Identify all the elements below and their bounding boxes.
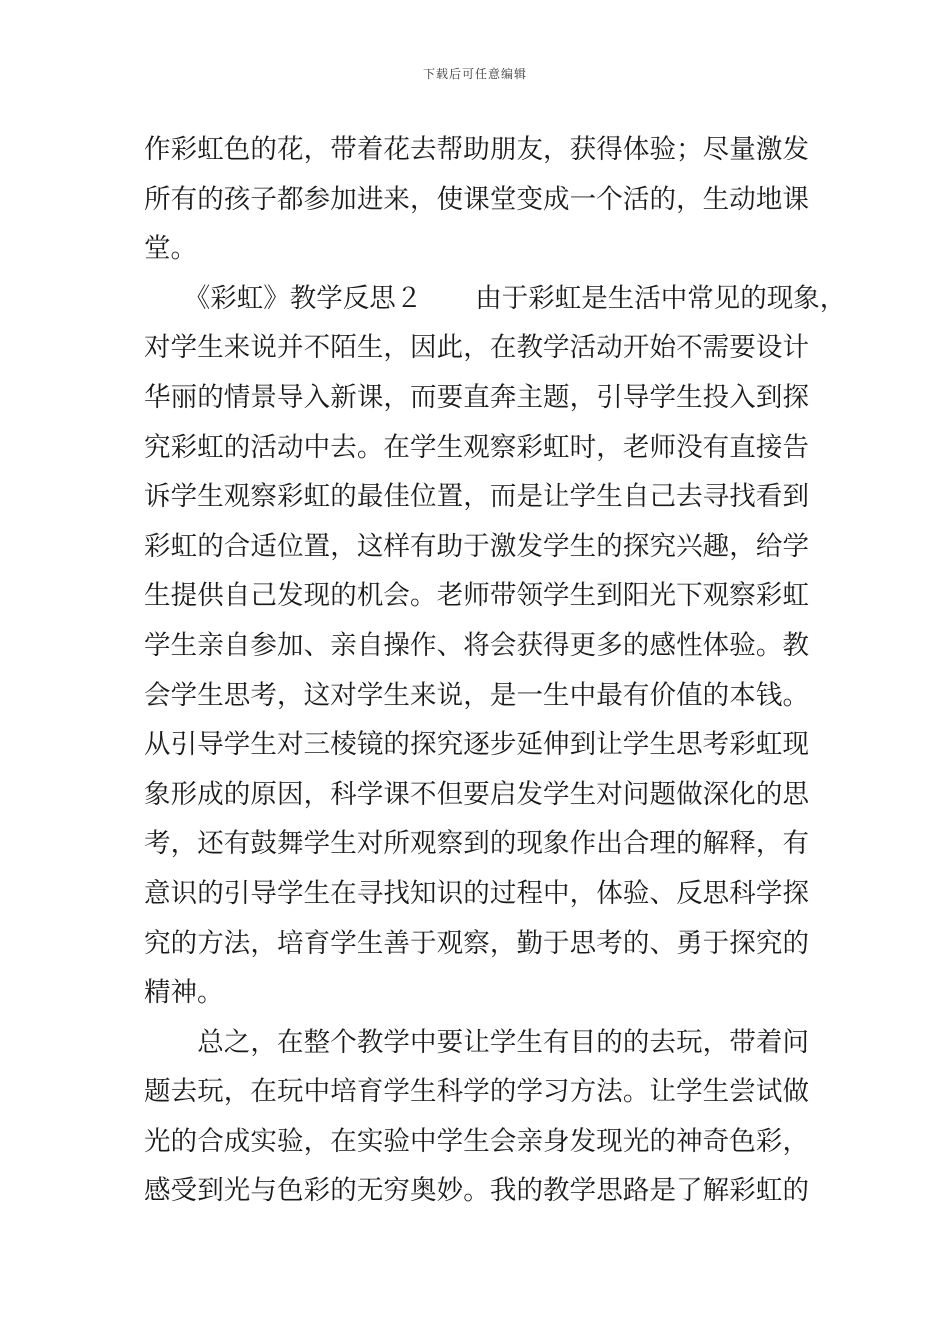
paragraph-2-line-5: 诉学生观察彩虹的最佳位置，而是让学生自己去寻找看到 [144,481,809,513]
paragraph-2-line-4: 究彩虹的活动中去。在学生观察彩虹时，老师没有直接告 [144,431,809,463]
paragraph-1-line-2: 所有的孩子都参加进来，使课堂变成一个活的，生动地课 [144,183,809,215]
paragraph-2-line-7: 生提供自己发现的机会。老师带领学生到阳光下观察彩虹 [144,580,809,612]
document-body [144,125,847,1216]
paragraph-2-line-3: 华丽的情景导入新课，而要直奔主题，引导学生投入到探 [144,381,809,413]
paragraph-3-line-1: 总之，在整个教学中要让学生有目的的去玩，带着问 [144,1026,809,1058]
paragraph-1-line-3: 堂。 [144,233,197,265]
paragraph-2-line-12: 考，还有鼓舞学生对所观察到的现象作出合理的解释，有 [144,828,809,860]
page-header: 下载后可任意编辑 [422,67,527,81]
paragraph-2-line-11: 象形成的原因，科学课不但要启发学生对问题做深化的思 [144,778,809,810]
paragraph-3-line-4: 感受到光与色彩的无穷奥妙。我的教学思路是了解彩虹的 [144,1175,809,1207]
paragraph-3-line-2: 题去玩，在玩中培育学生科学的学习方法。让学生尝试做 [144,1076,809,1108]
paragraph-2-line-9: 会学生思考，这对学生来说，是一生中最有价值的本钱。 [144,679,809,711]
paragraph-2-line-10: 从引导学生对三棱镜的探究逐步延伸到让学生思考彩虹现 [144,729,809,761]
paragraph-3-line-3: 光的合成实验，在实验中学生会亲身发现光的神奇色彩， [144,1125,809,1157]
paragraph-2-line-6: 彩虹的合适位置，这样有助于激发学生的探究兴趣，给学 [144,530,809,562]
paragraph-2-line-2: 对学生来说并不陌生，因此，在教学活动开始不需要设计 [144,332,809,364]
paragraph-2-line-15: 精神。 [144,977,224,1009]
paragraph-1-line-1: 作彩虹色的花，带着花去帮助朋友，获得体验；尽量激发 [144,134,809,165]
paragraph-2-line-8: 学生亲自参加、亲自操作、将会获得更多的感性体验。教 [144,629,809,661]
paragraph-2-line-14: 究的方法，培育学生善于观察，勤于思考的、勇于探究的 [144,927,809,959]
paragraph-2-line-1: 《彩虹》教学反思２ 由于彩虹是生活中常见的现象， [144,282,847,314]
paragraph-2-line-13: 意识的引导学生在寻找知识的过程中，体验、反思科学探 [144,877,809,909]
